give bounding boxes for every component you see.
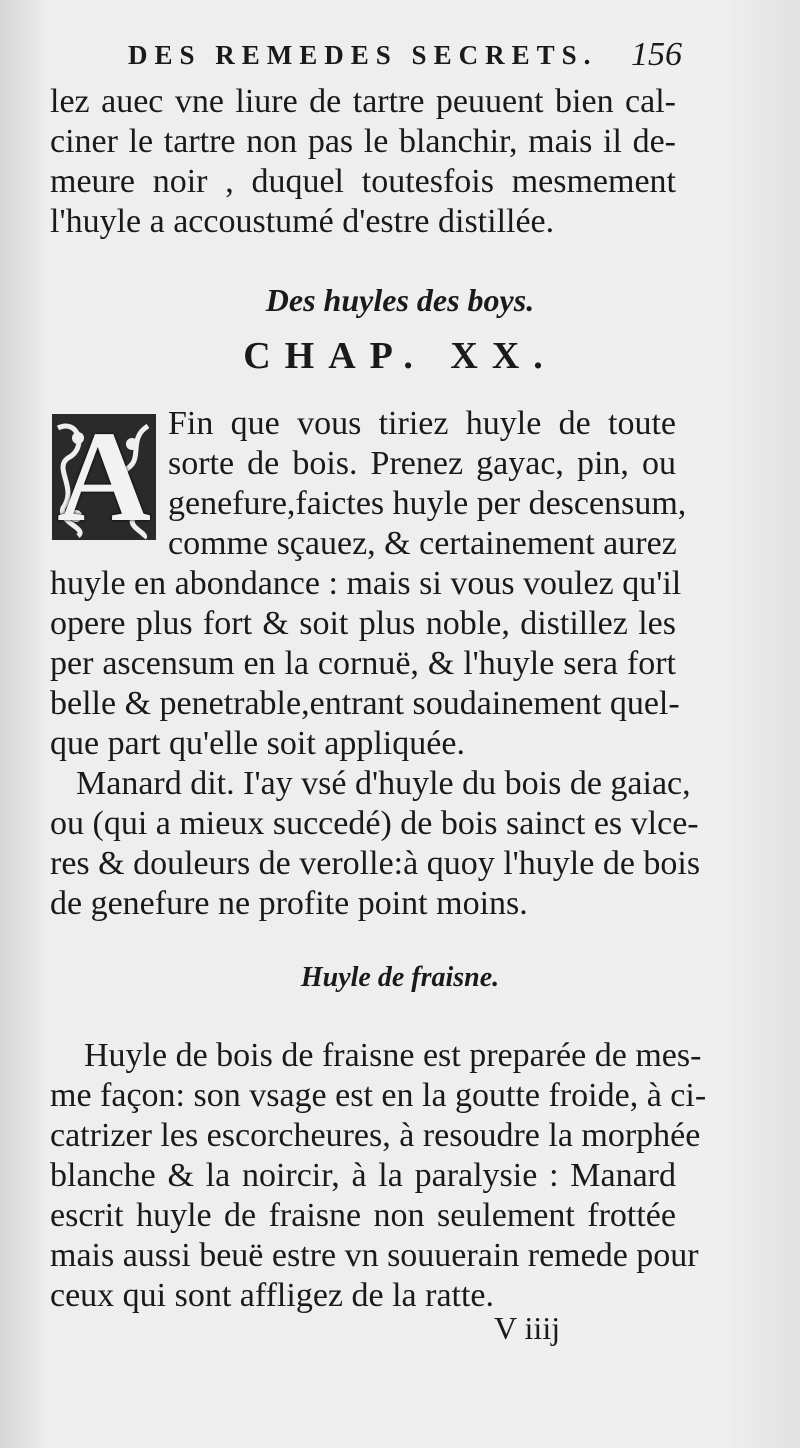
text-line: belle & penetrable,entrant soudainement quel- (50, 685, 680, 722)
text-line: escrit huyle de fraisne non seulement frottée (50, 1197, 676, 1234)
initial-letter: A (57, 405, 151, 549)
text-line: blanche & la noircir, à la paralysie : Manard (50, 1157, 676, 1194)
text-line: ciner le tartre non pas le blanchir, mais il de- (50, 123, 676, 160)
text-line: de genefure ne profite point moins. (50, 885, 528, 922)
text-line: sorte de bois. Prenez gayac, pin, ou (168, 445, 676, 482)
text-line: meure noir , duquel toutesfois mesmement (50, 163, 676, 200)
chapter-heading: CHAP. XX. (243, 335, 557, 377)
text-line: Huyle de bois de fraisne est preparée de mes- (84, 1037, 702, 1074)
text-line: mais aussi beuë estre vn souuerain remede pour (50, 1237, 699, 1274)
text-line: genefure,faictes huyle per descensum, (168, 485, 687, 522)
text-line: catrizer les escorcheures, à resoudre la morphée (50, 1117, 701, 1154)
text-line: comme sçauez, & certainement aurez (168, 525, 677, 562)
section-title: Des huyles des boys. (265, 282, 535, 318)
text-line: lez auec vne liure de tartre peuuent bien cal- (50, 83, 676, 120)
text-line: Fin que vous tiriez huyle de toute (168, 405, 676, 442)
page-number: 156 (631, 36, 682, 73)
text-line: huyle en abondance : mais si vous voulez qu'il (50, 565, 682, 602)
text-line: ou (qui a mieux succedé) de bois sainct es vlce- (50, 805, 699, 842)
text-line: opere plus fort & soit plus noble, distillez les (50, 605, 676, 642)
text-line: Manard dit. I'ay vsé d'huyle du bois de gaiac, (76, 765, 691, 802)
page-header (0, 36, 800, 86)
section-title: Huyle de fraisne. (300, 962, 500, 993)
text-line: me façon: son vsage est en la goutte froide, à ci- (50, 1077, 707, 1114)
text-line: ceux qui sont affligez de la ratte. (50, 1277, 495, 1314)
text-line: l'huyle a accoustumé d'estre distillée. (50, 203, 555, 240)
signature-mark: V iiij (494, 1310, 561, 1346)
text-line: per ascensum en la cornuë, & l'huyle sera fort (50, 645, 676, 682)
running-head: DES REMEDES SECRETS. (128, 40, 598, 70)
text-line: que part qu'elle soit appliquée. (50, 725, 465, 762)
decorated-initial (48, 405, 160, 549)
text-line: res & douleurs de verolle:à quoy l'huyle de bois (50, 845, 701, 882)
